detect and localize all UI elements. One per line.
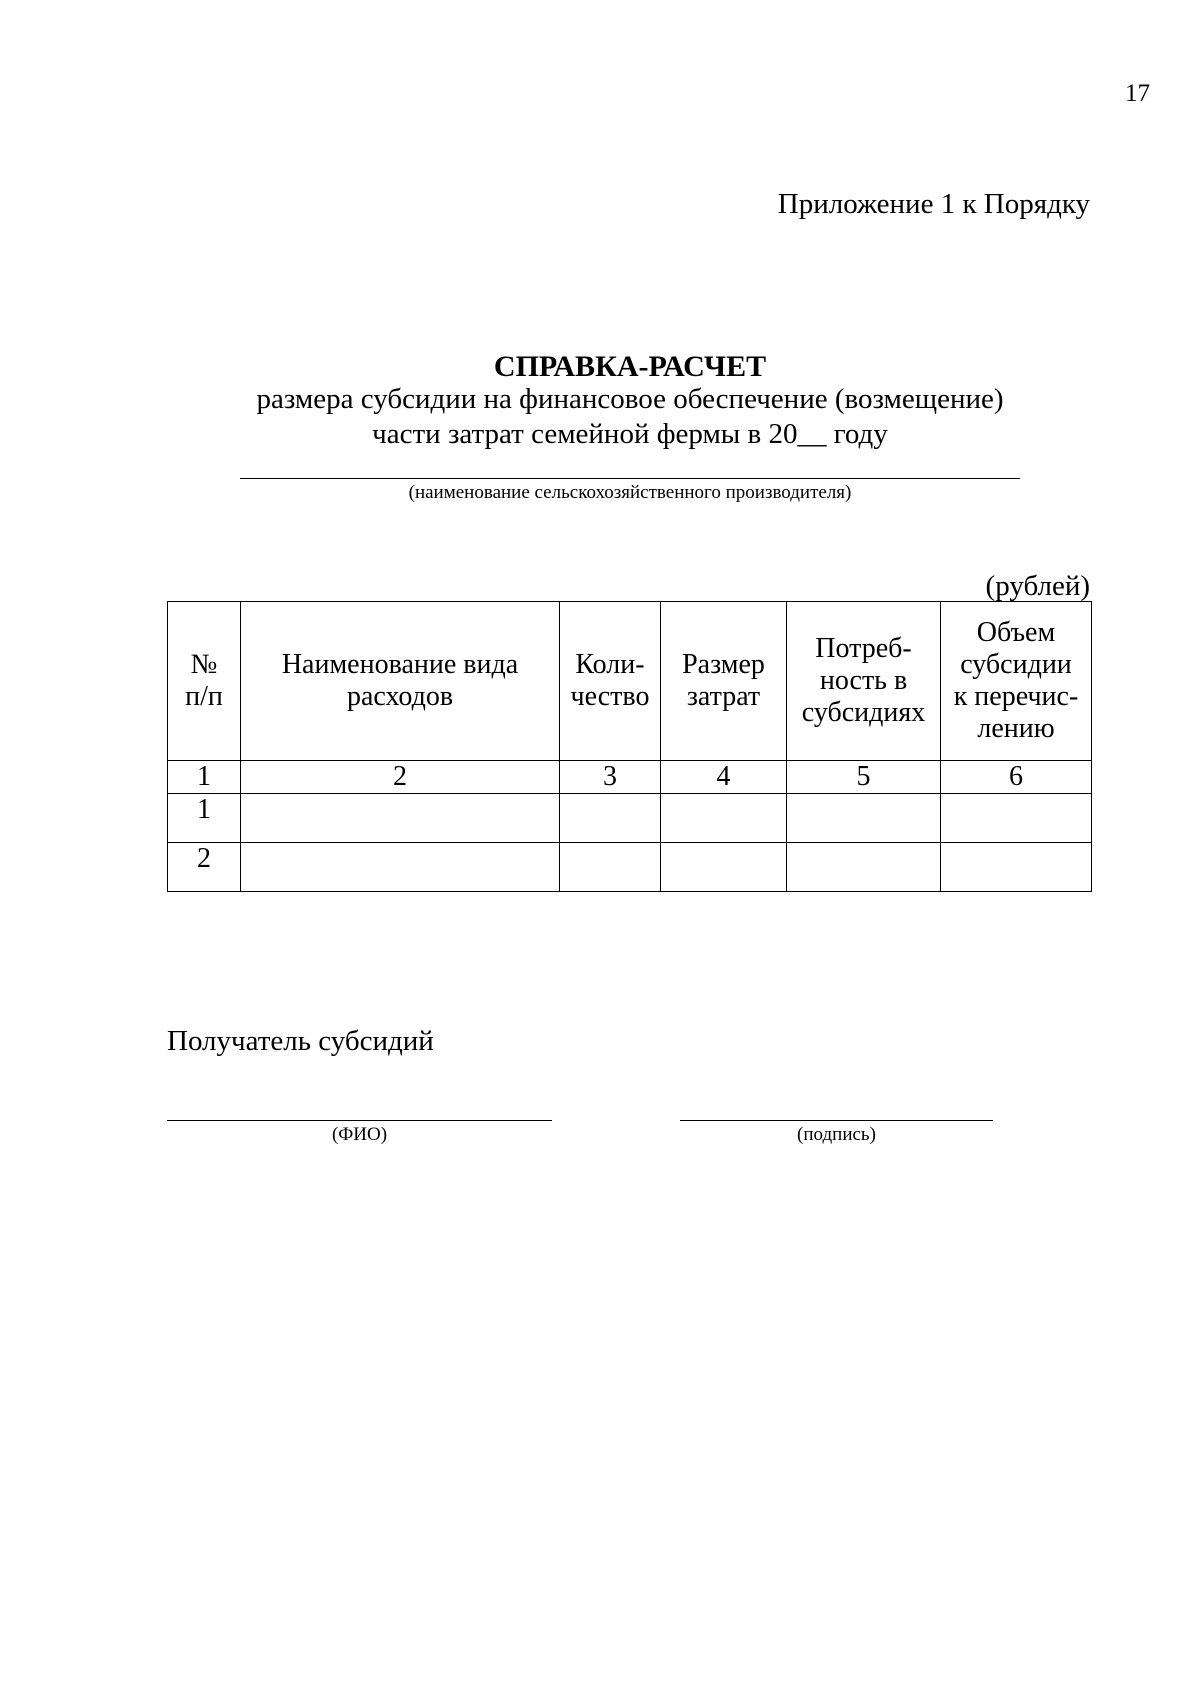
units-label: (рублей) — [985, 570, 1090, 602]
page-number: 17 — [1125, 80, 1150, 107]
table-cell — [941, 794, 1092, 843]
header-subsidy-volume: Объем субсидии к перечис- лению — [941, 602, 1092, 761]
calculation-table — [167, 601, 1092, 892]
producer-name-caption: (наименование сельскохозяйственного производителя) — [408, 482, 852, 503]
column-number: 1 — [168, 761, 241, 794]
fio-line — [167, 1120, 552, 1121]
producer-name-line — [240, 478, 1020, 479]
table-row — [168, 843, 1092, 892]
header-subsidy-need: Потреб- ность в субсидиях — [787, 602, 941, 761]
header-quantity: Коли- чество — [560, 602, 661, 761]
fio-caption: (ФИО) — [331, 1124, 388, 1145]
recipient-label: Получатель субсидий — [167, 1025, 434, 1057]
header-expense-type: Наименование вида расходов — [241, 602, 560, 761]
table-cell — [787, 794, 941, 843]
row-number: 1 — [168, 794, 241, 843]
column-number: 6 — [941, 761, 1092, 794]
table-cell — [560, 794, 661, 843]
column-number: 2 — [241, 761, 560, 794]
row-number: 2 — [168, 843, 241, 892]
header-cost-amount: Размер затрат — [661, 602, 787, 761]
document-title: СПРАВКА-РАСЧЕТ — [493, 350, 767, 383]
table-cell — [661, 794, 787, 843]
table-cell — [241, 794, 560, 843]
table-cell — [560, 843, 661, 892]
signature-caption: (подпись) — [797, 1124, 876, 1145]
column-number-row — [168, 761, 1092, 794]
signature-line — [680, 1120, 993, 1121]
column-number: 3 — [560, 761, 661, 794]
table-cell — [661, 843, 787, 892]
document-subtitle-line-2: части затрат семейной фермы в 20__ году — [372, 418, 888, 450]
table-cell — [941, 843, 1092, 892]
column-number: 5 — [787, 761, 941, 794]
column-number: 4 — [661, 761, 787, 794]
header-number: № п/п — [168, 602, 241, 761]
table-cell — [787, 843, 941, 892]
document-subtitle-line-1: размера субсидии на финансовое обеспечение (возмещение) — [256, 383, 1004, 415]
table-cell — [241, 843, 560, 892]
table-row — [168, 794, 1092, 843]
appendix-label: Приложение 1 к Порядку — [777, 188, 1090, 220]
table-header-row — [168, 602, 1092, 761]
